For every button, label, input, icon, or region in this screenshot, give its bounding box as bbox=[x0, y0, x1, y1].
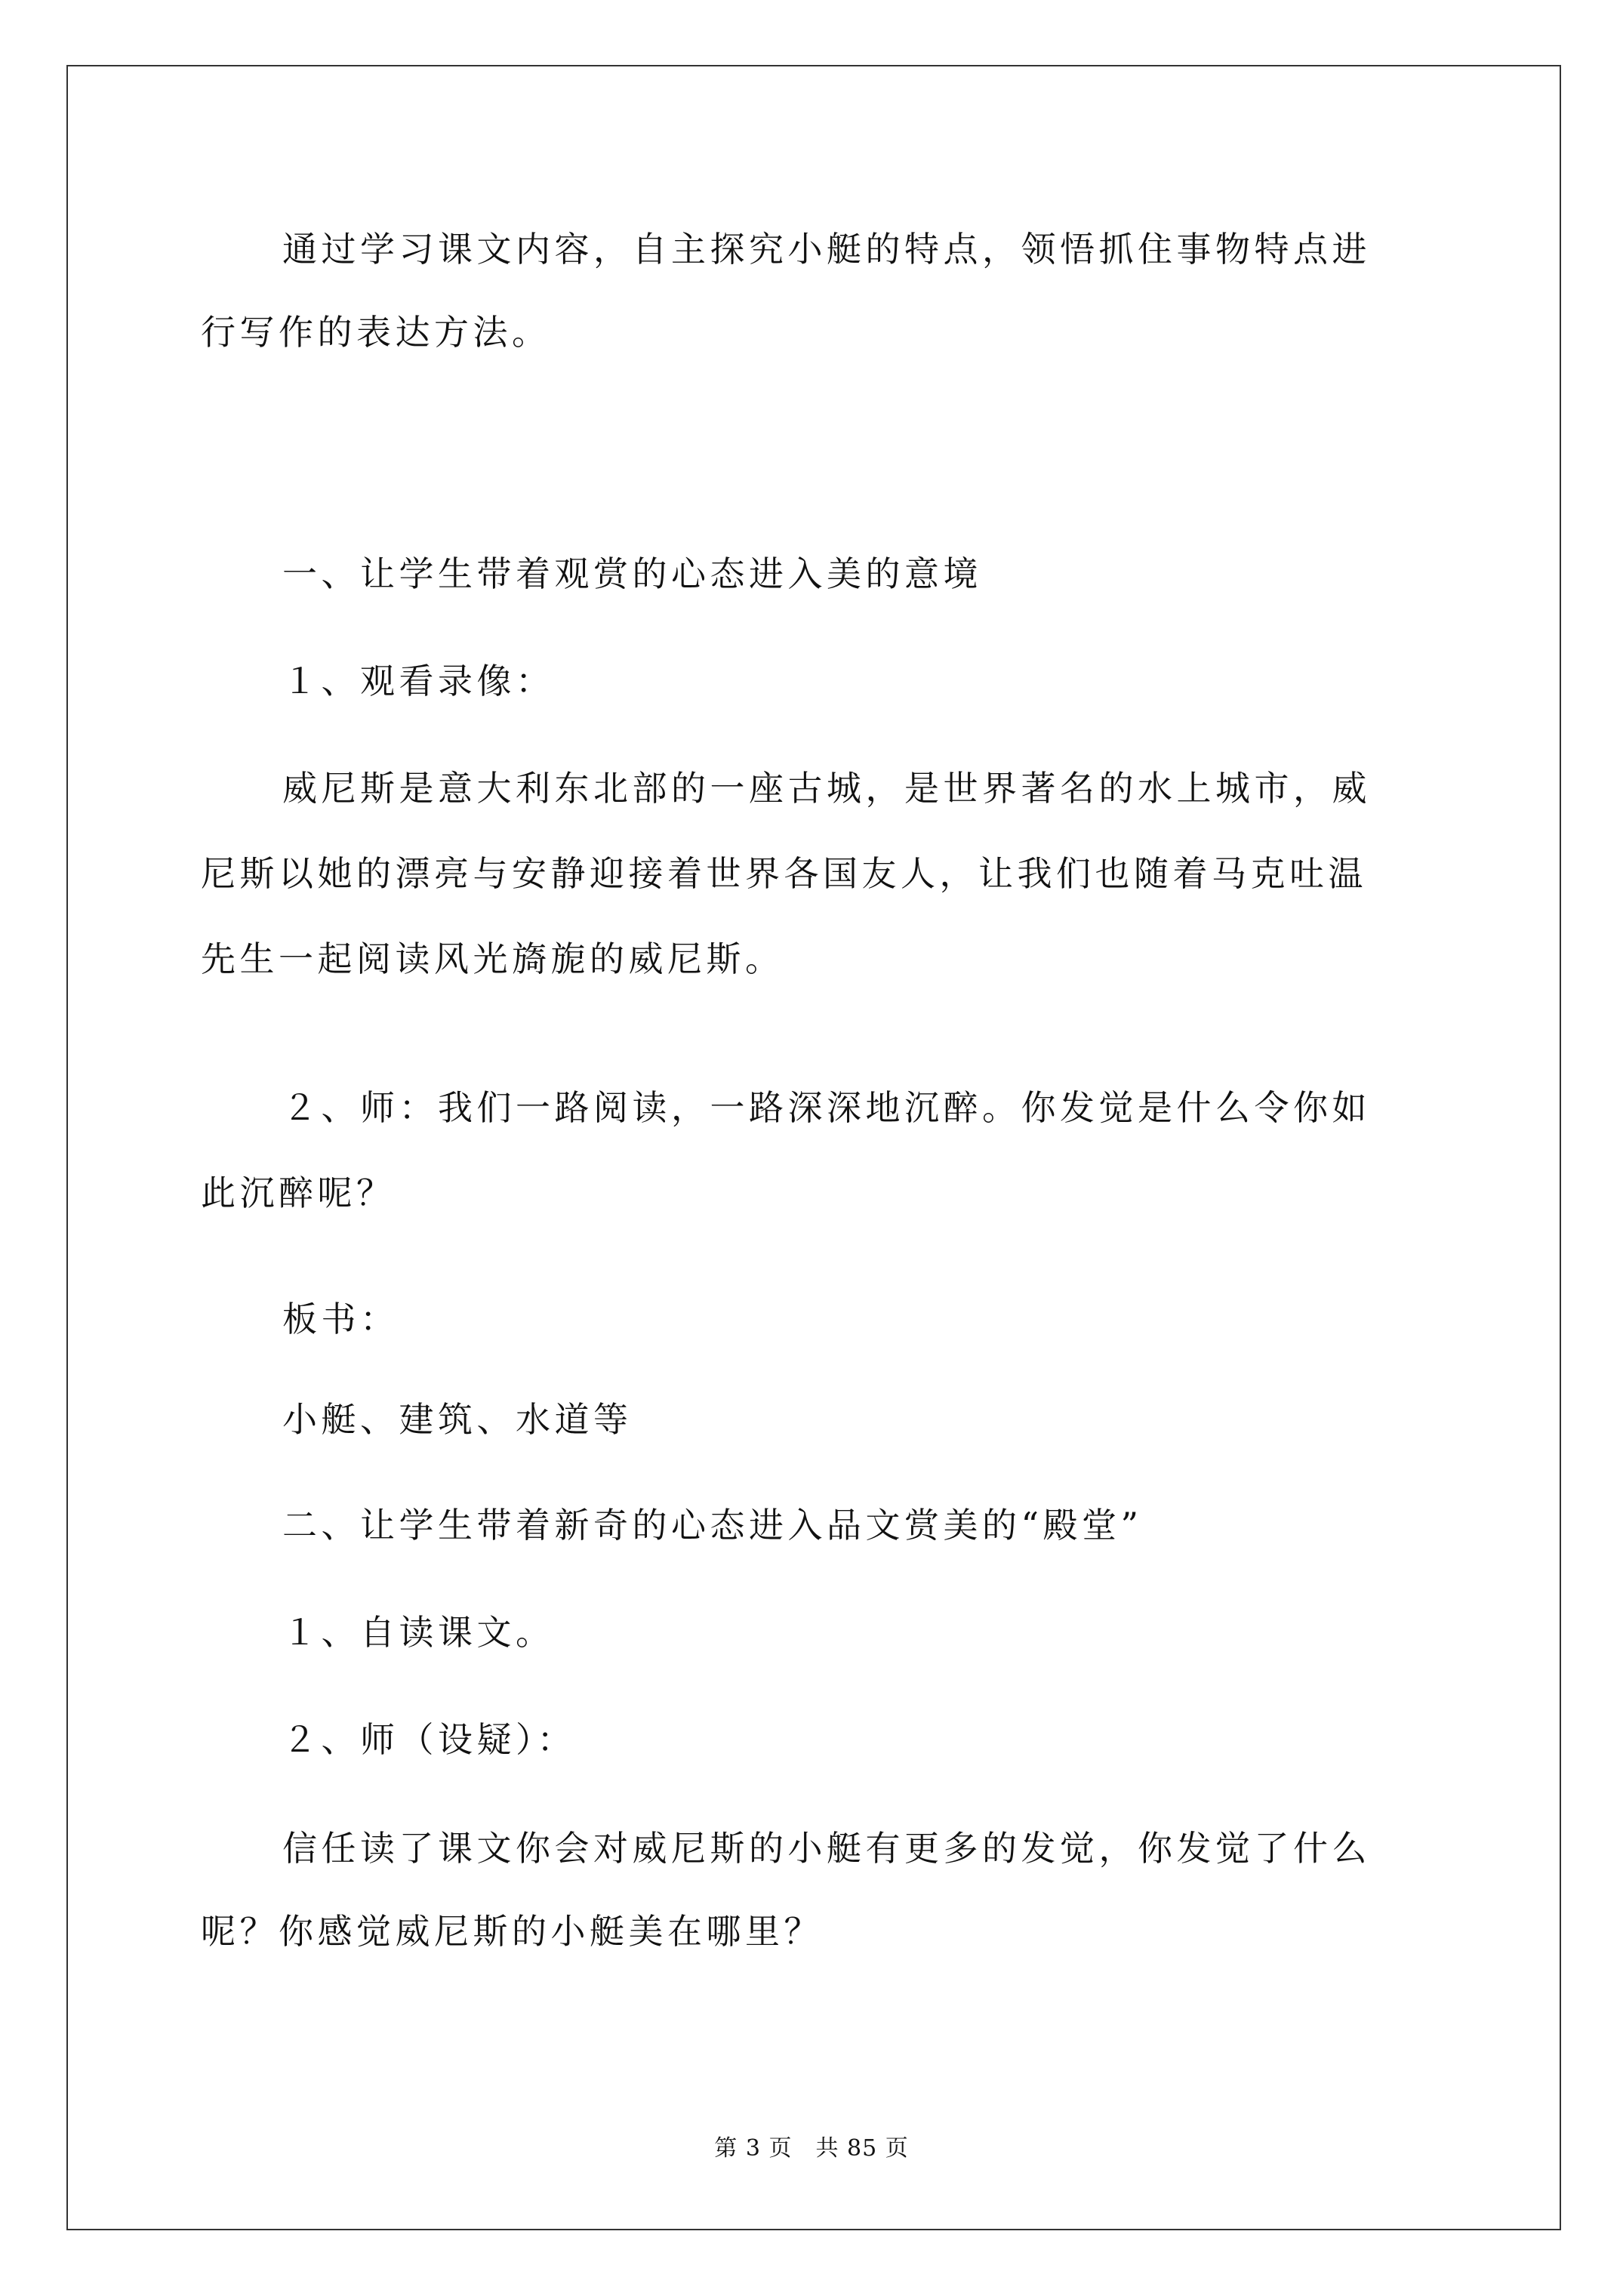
section-heading-2: 二、让学生带着新奇的心态进入品文赏美的“殿堂” bbox=[282, 1505, 1143, 1546]
paragraph-objective-line-1: 通过学习课文内容，自主探究小艇的特点，领悟抓住事物特点进 bbox=[282, 229, 1371, 270]
step-2-2: ２、师（设疑）： bbox=[282, 1719, 576, 1760]
paragraph-question-line-1: 信任读了课文你会对威尼斯的小艇有更多的发觉，你发觉了什么 bbox=[282, 1828, 1371, 1869]
paragraph-venice-line-1: 威尼斯是意大利东北部的一座古城，是世界著名的水上城市，威 bbox=[282, 768, 1371, 809]
blackboard-label: 板书： bbox=[282, 1299, 399, 1339]
page-border bbox=[66, 65, 1561, 2230]
section-heading-1: 一、让学生带着观赏的心态进入美的意境 bbox=[282, 553, 982, 594]
step-1-2-line-2: 此沉醉呢？ bbox=[201, 1173, 396, 1213]
paragraph-venice-line-2: 尼斯以她的漂亮与安静迎接着世界各国友人，让我们也随着马克吐温 bbox=[201, 853, 1367, 894]
step-1-1: １、观看录像： bbox=[282, 661, 555, 701]
blackboard-content: 小艇、建筑、水道等 bbox=[282, 1399, 633, 1440]
step-1-2-line-1: ２、师：我们一路阅读，一路深深地沉醉。你发觉是什么令你如 bbox=[282, 1087, 1371, 1128]
paragraph-objective-line-2: 行写作的表达方法。 bbox=[201, 312, 551, 353]
paragraph-question-line-2: 呢？你感觉威尼斯的小艇美在哪里？ bbox=[201, 1911, 823, 1952]
page-number-footer: 第 3 页 共 85 页 bbox=[714, 2135, 909, 2162]
step-2-1: １、自读课文。 bbox=[282, 1612, 555, 1653]
paragraph-venice-line-3: 先生一起阅读风光旖旎的威尼斯。 bbox=[201, 938, 784, 979]
